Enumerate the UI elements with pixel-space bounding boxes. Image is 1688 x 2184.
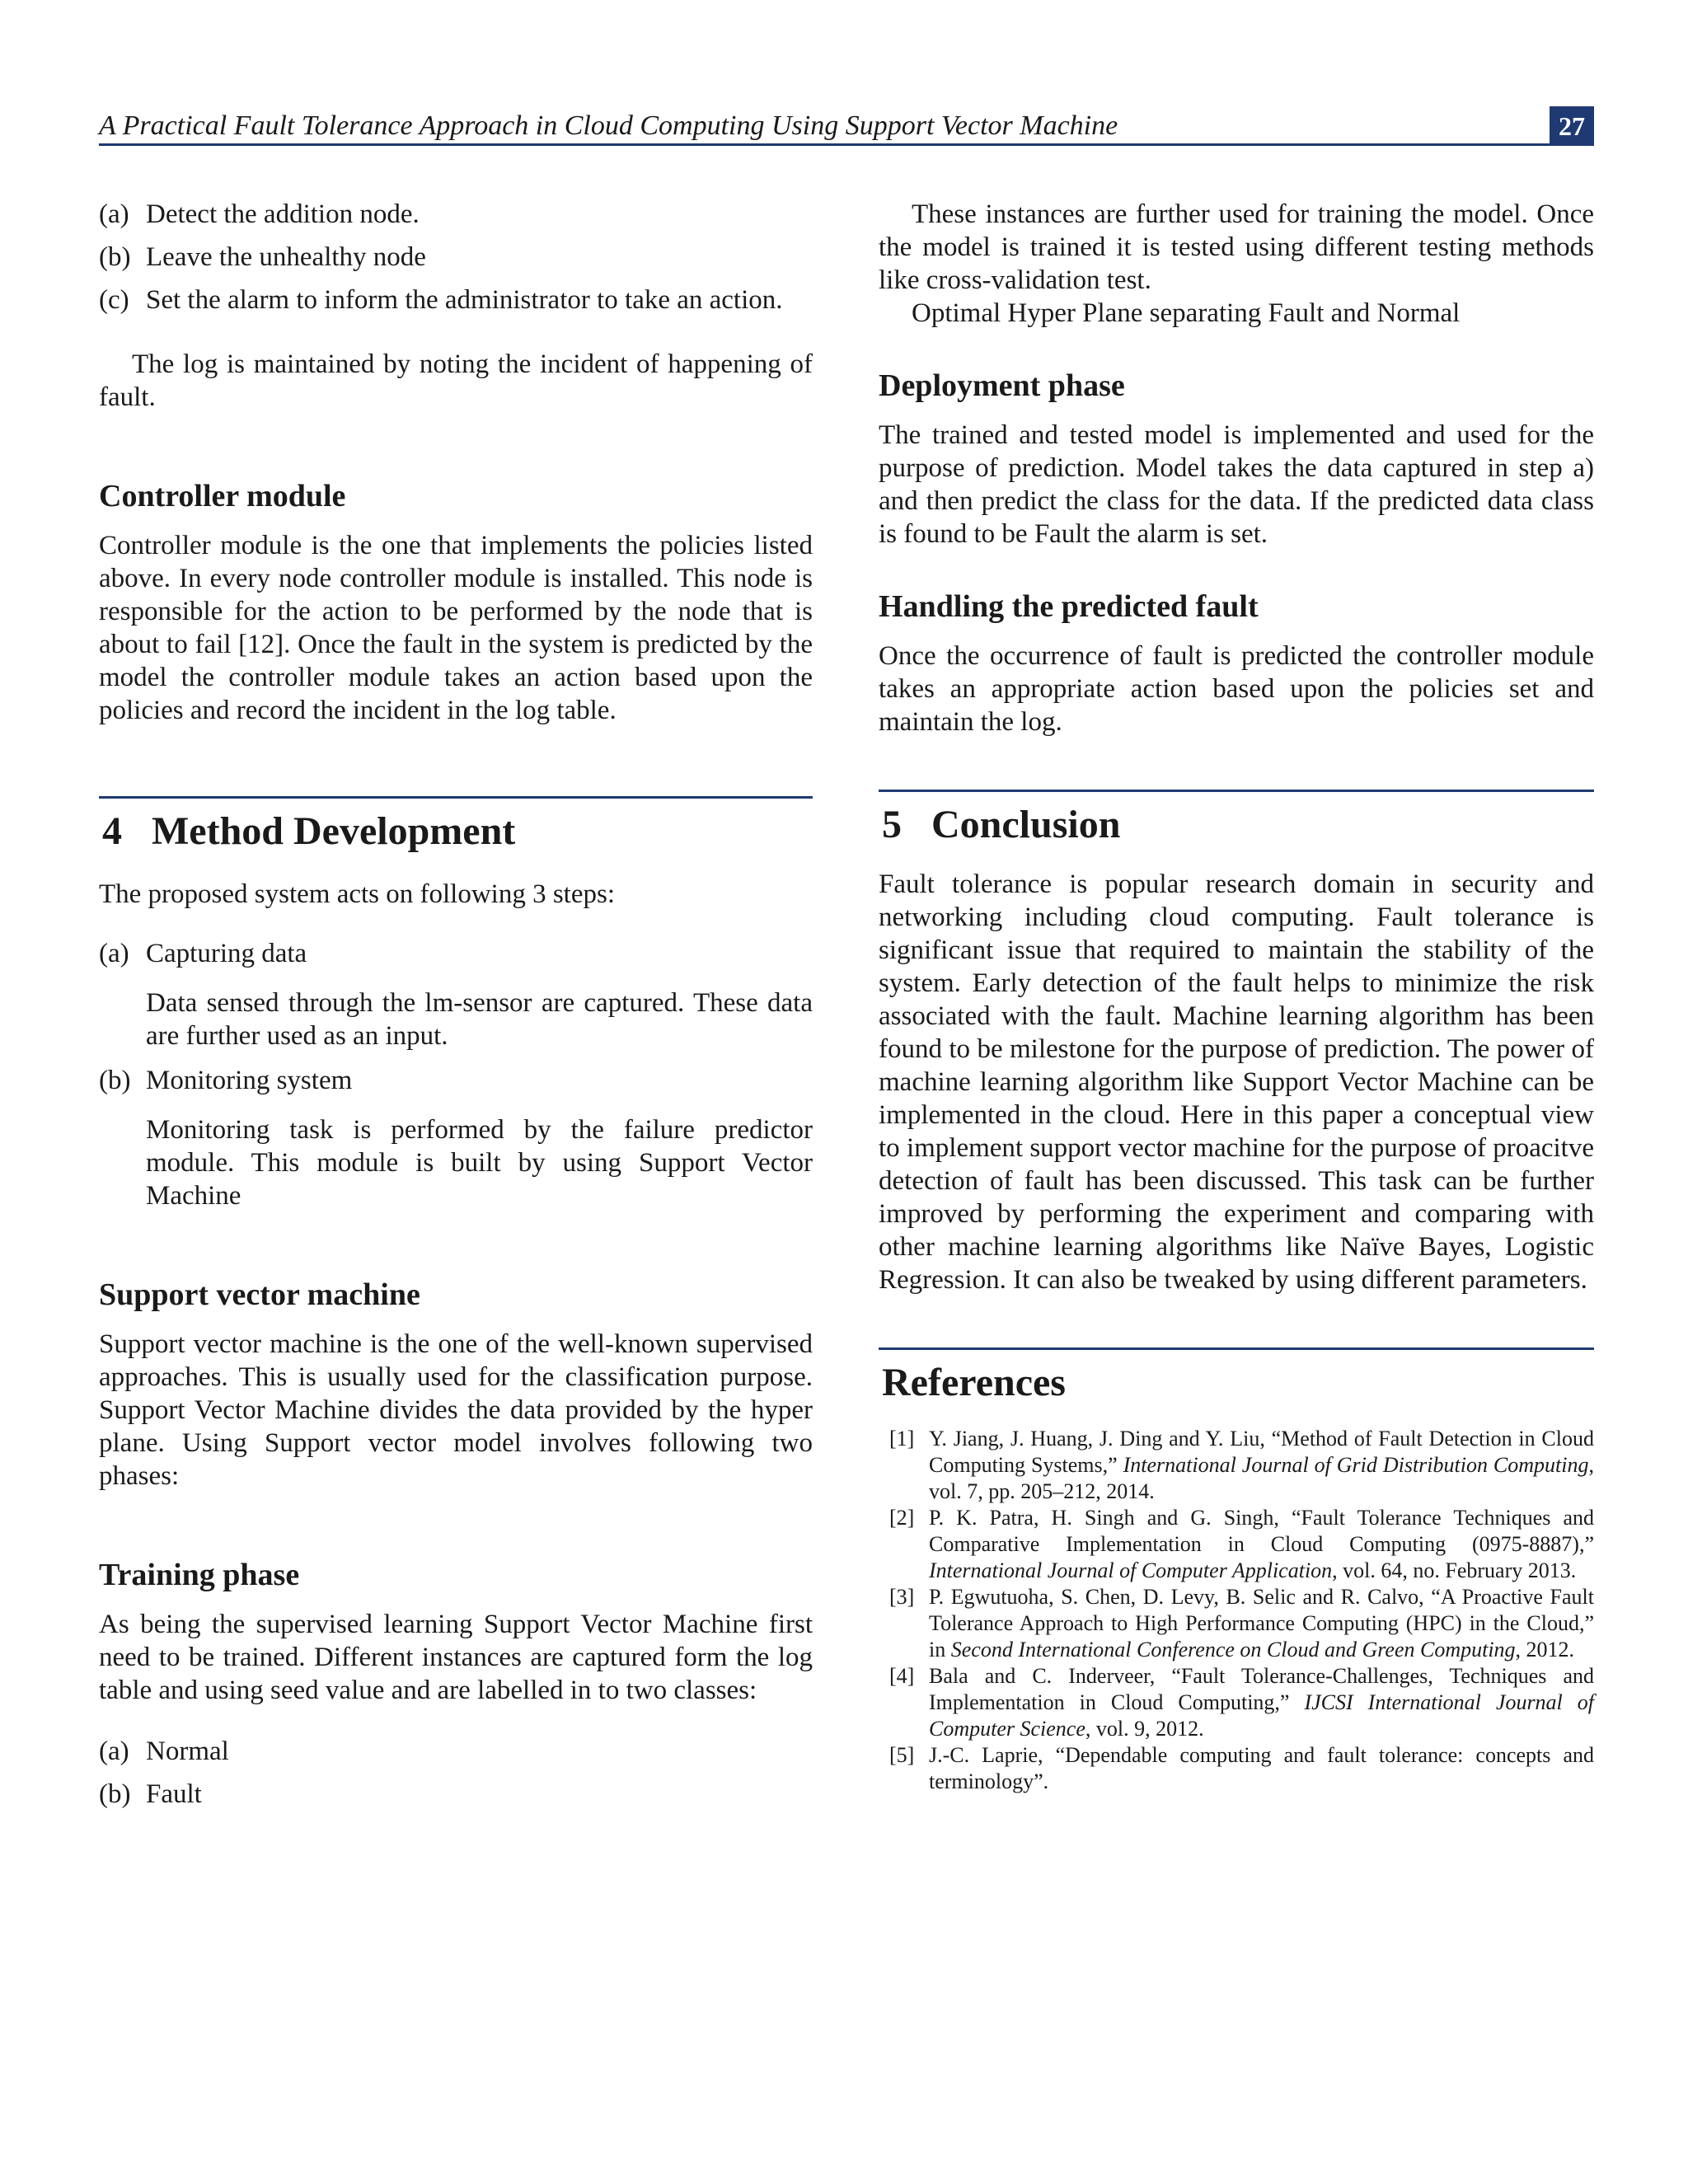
- instances-paragraph: These instances are further used for training the model. Once the model is trained it is tested using different testing methods like cross-validation test.: [879, 199, 1594, 295]
- section-number: 4: [102, 809, 122, 853]
- controller-paragraph: Controller module is the one that implements the policies listed above. In every node controller module is installed. This node is responsible for the action to be performed by the node that is about to fail [12]. Once the fault in the system is predicted by the model the controller module takes an action based upon the policies and record the incident in the log table.: [99, 531, 813, 725]
- left-column: [99, 198, 813, 1821]
- list-item: (c) Set the alarm to inform the administrator to take an action.: [99, 285, 783, 315]
- handling-paragraph: Once the occurrence of fault is predicted the controller module takes an appropriate action based upon the policies set and maintain the log.: [879, 641, 1594, 737]
- training-paragraph: As being the supervised learning Support Vector Machine first need to be trained. Different instances are captured form the log table and using seed value and are labelled in to two classes:: [99, 1610, 813, 1705]
- svm-heading: Support vector machine: [99, 1277, 420, 1312]
- reference-item: [5] J.-C. Laprie, “Dependable computing and fault tolerance: concepts and terminology”.: [889, 1743, 1594, 1793]
- list-item: (b) Fault: [99, 1779, 202, 1809]
- steps-list-cont: [99, 1064, 813, 1097]
- list-item: (b) Monitoring system: [99, 1066, 353, 1095]
- step-detail: Data sensed through the lm-sensor are captured. These data are further used as an input.: [146, 988, 813, 1051]
- list-item: (b) Leave the unhealthy node: [99, 242, 426, 272]
- training-heading: Training phase: [99, 1558, 300, 1592]
- conclusion-paragraph: Fault tolerance is popular research domain in security and networking including cloud computing. Fault tolerance is significant issue that required to maintain the stability of the system. Early detection of the fault helps to minimize the risk associated with the fault. Machine learning algorithm has been found to be milestone for the purpose of prediction. The power of machine learning algorithm like Support Vector Machine can be implemented in the cloud. Here in this paper a conceptual view to implement support vector machine for the purpose of proacitve detection of fault has been discussed. This task can be further improved by performing the experiment and comparing with other machine learning algorithms like Naïve Bayes, Logistic Regression. It can also be tweaked by using different parameters.: [879, 869, 1594, 1295]
- section-title: Conclusion: [931, 803, 1121, 846]
- controller-heading: Controller module: [99, 479, 346, 513]
- page-number: 27: [1550, 106, 1594, 146]
- running-header: [99, 102, 1594, 146]
- list-item: (a) Normal: [99, 1736, 229, 1766]
- references-heading: [879, 1347, 1594, 1408]
- method-intro: The proposed system acts on following 3 steps:: [99, 879, 616, 909]
- steps-list: [99, 937, 813, 970]
- classes-list: [99, 1735, 813, 1811]
- list-item: (a) Detect the addition node.: [99, 199, 420, 229]
- section-5-heading: [879, 790, 1594, 850]
- reference-item: [3] P. Egwutuoha, S. Chen, D. Levy, B. Selic and R. Calvo, “A Proactive Fault Tolerance Approach to High Performance Computing (HPC) in the Cloud,” in Second International Conference on Cloud and Green Computing, 2012.: [889, 1585, 1594, 1661]
- reference-item: [4] Bala and C. Inderveer, “Fault Tolerance-Challenges, Techniques and Implementation in Cloud Computing,” IJCSI International Journal of Computer Science, vol. 9, 2012.: [889, 1664, 1595, 1741]
- hyperplane-line: Optimal Hyper Plane separating Fault and Normal: [912, 298, 1461, 328]
- svm-paragraph: Support vector machine is the one of the well-known supervised approaches. This is usually used for the classification purpose. Support Vector Machine divides the data provided by the hyper plane. Using Support vector model involves following two phases:: [99, 1329, 813, 1491]
- step-detail: Monitoring task is performed by the failure predictor module. This module is built by using Support Vector Machine: [146, 1115, 813, 1211]
- list-item: (a) Capturing data: [99, 939, 307, 968]
- header-title: A Practical Fault Tolerance Approach in Cloud Computing Using Support Vector Machine: [99, 110, 1118, 141]
- handling-heading: Handling the predicted fault: [879, 589, 1259, 624]
- references-list: [879, 1426, 1594, 1795]
- log-paragraph: The log is maintained by noting the incident of happening of fault.: [99, 349, 813, 412]
- reference-item: [2] P. K. Patra, H. Singh and G. Singh, “Fault Tolerance Techniques and Comparative Implementation in Cloud Computing (0975-8887),” International Journal of Computer Application, vol. 64, no. February 2013.: [889, 1506, 1594, 1582]
- section-title: Method Development: [152, 809, 516, 853]
- references-title: References: [882, 1361, 1066, 1404]
- action-list: [99, 198, 813, 316]
- section-number: 5: [882, 803, 902, 846]
- deployment-heading: Deployment phase: [879, 368, 1125, 403]
- section-4-heading: [99, 796, 813, 856]
- reference-item: [1] Y. Jiang, J. Huang, J. Ding and Y. Liu, “Method of Fault Detection in Cloud Computing Systems,” International Journal of Grid Distribution Computing, vol. 7, pp. 205–212, 2014.: [889, 1427, 1594, 1503]
- deployment-paragraph: The trained and tested model is implemented and used for the purpose of prediction. Model takes the data captured in step a) and then predict the class for the data. If the predicted data class is found to be Fault the alarm is set.: [879, 420, 1594, 549]
- right-column: [879, 198, 1594, 1795]
